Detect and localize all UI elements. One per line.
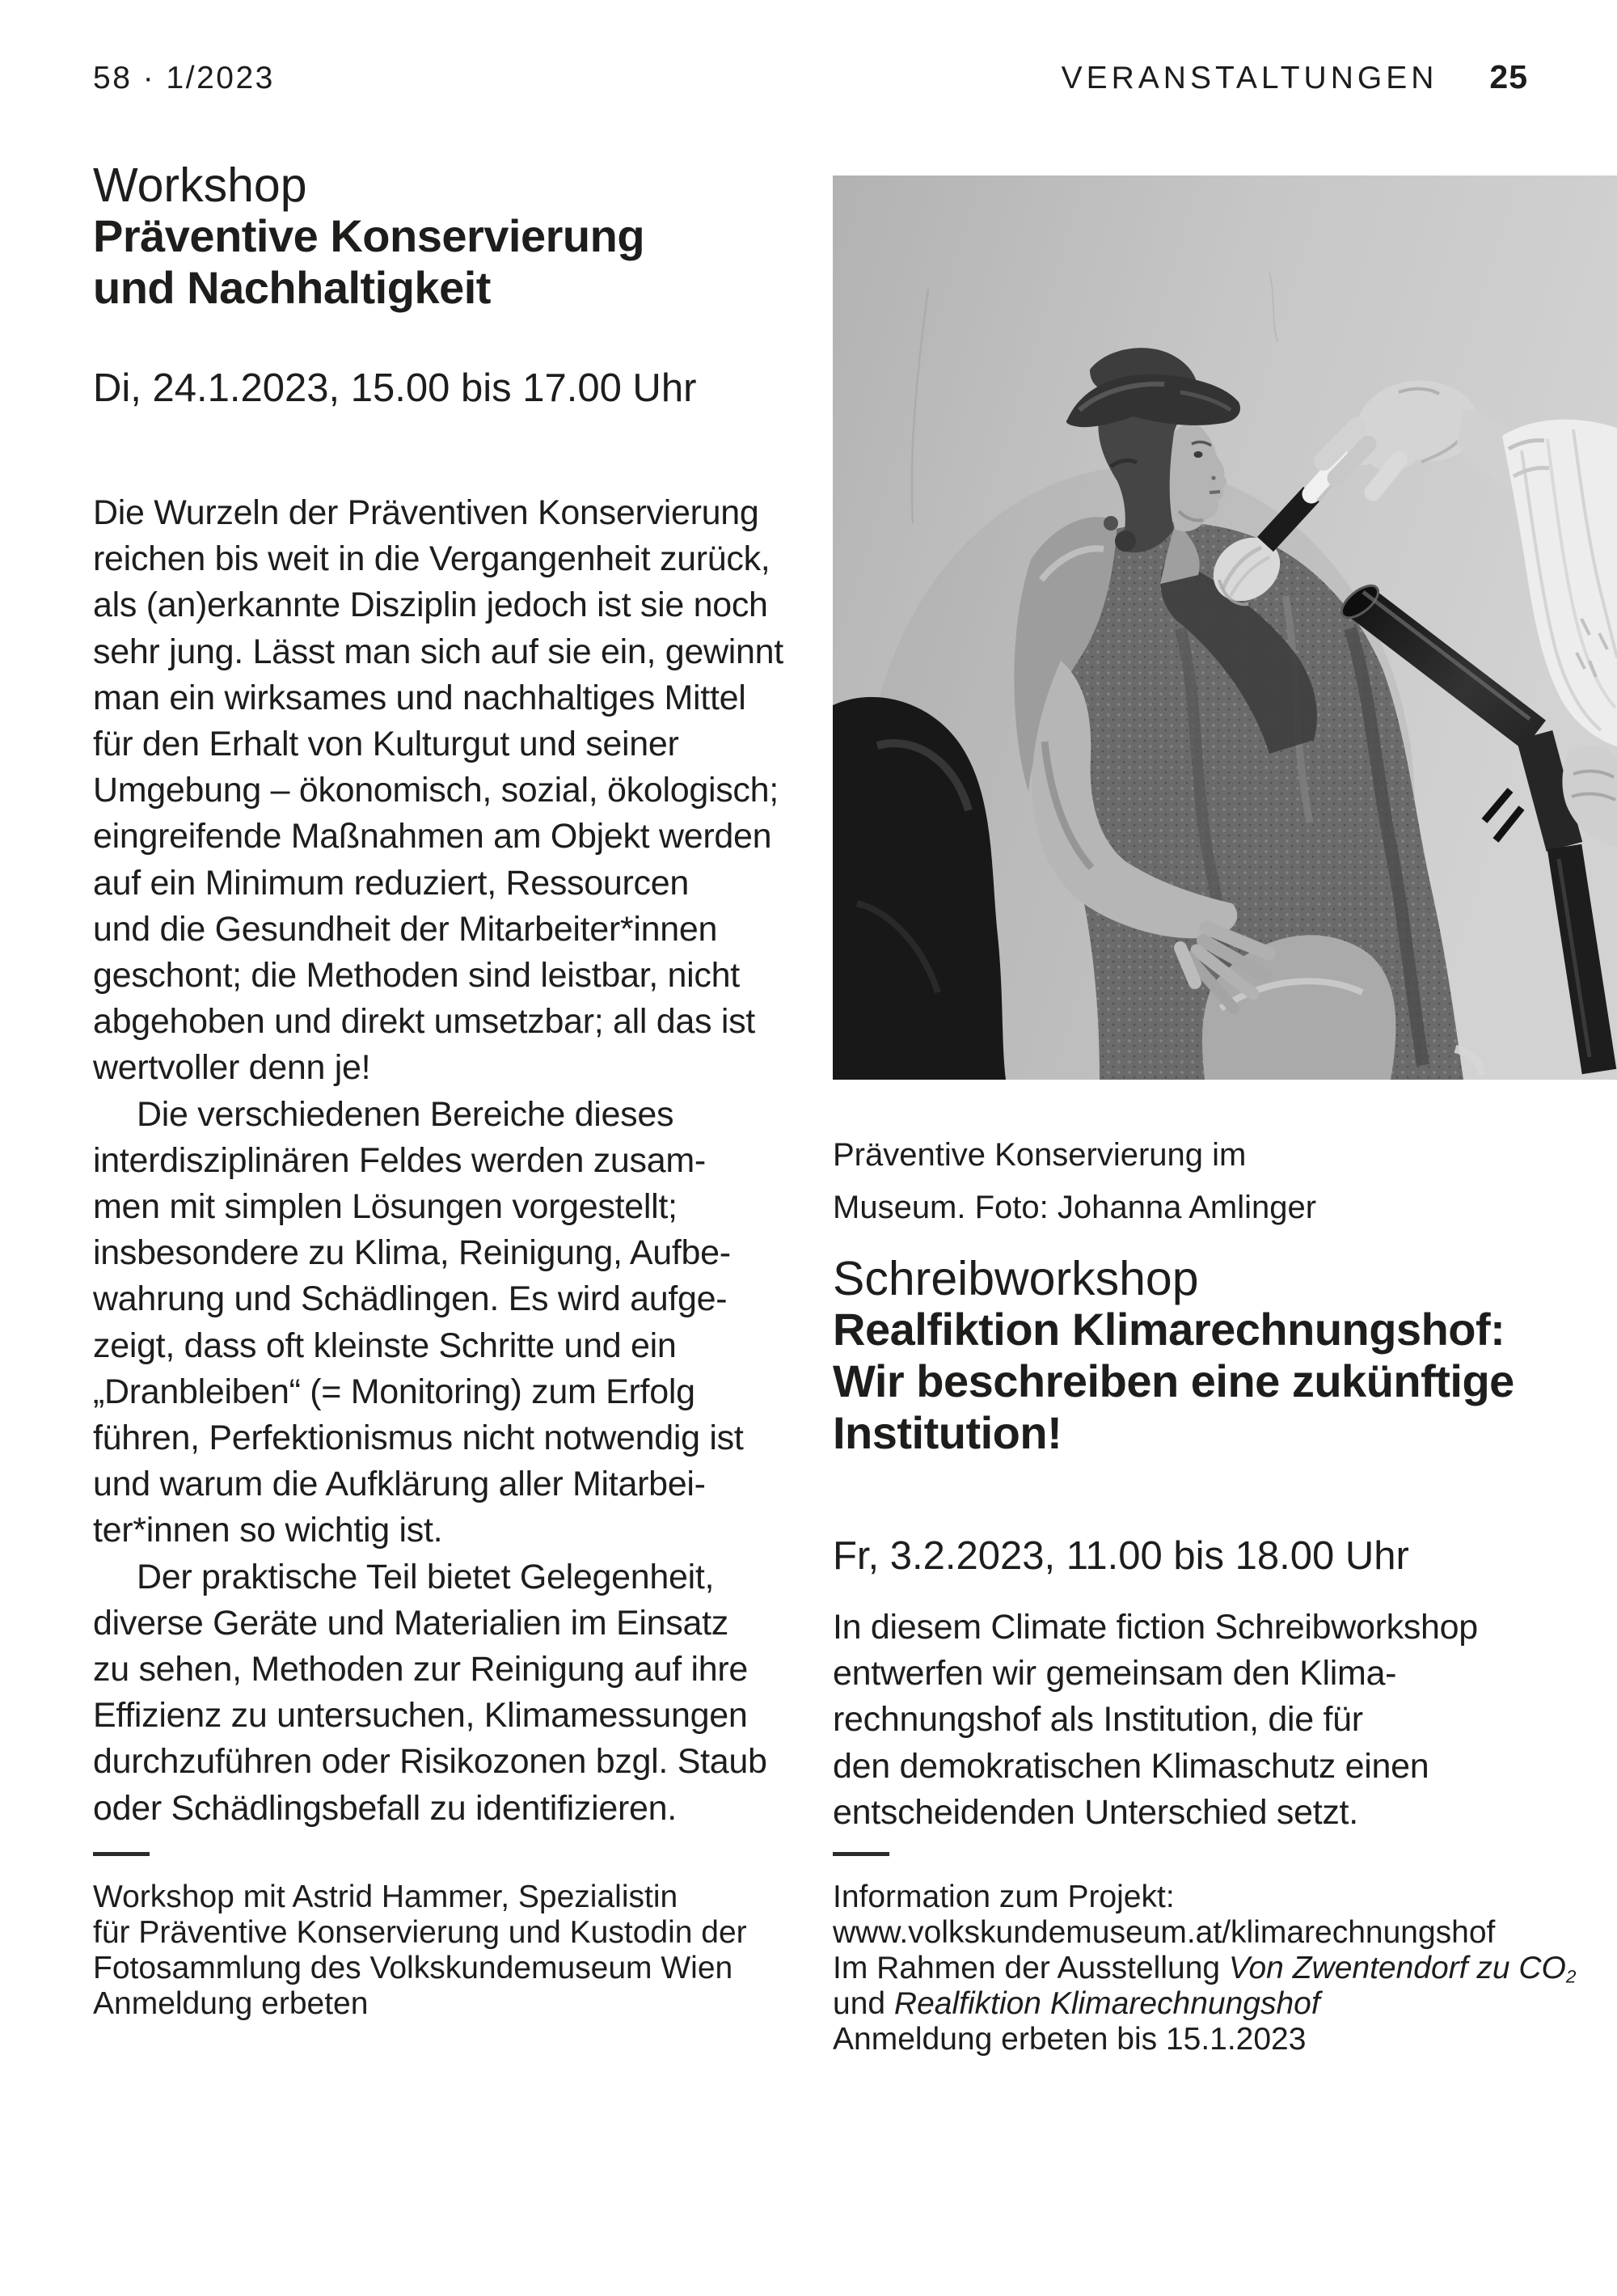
text-line: Institution! bbox=[833, 1407, 1062, 1458]
text-line: geschont; die Methoden sind leistbar, nicht bbox=[93, 956, 740, 996]
text-line: und Realfiktion Klimarechnungshof bbox=[833, 1986, 1320, 2021]
right-footnote-rule bbox=[833, 1852, 889, 1856]
text-line: Im Rahmen der Ausstellung Von Zwentendorf zu $CO_2$ bbox=[833, 1951, 1577, 1987]
right-article-date: Fr, 3.2.2023, 11.00 bis 18.00 Uhr bbox=[833, 1534, 1409, 1578]
left-footnote-rule bbox=[93, 1852, 150, 1856]
text-line: Der praktische Teil bietet Gelegenheit, bbox=[137, 1557, 715, 1596]
text-line: den demokratischen Klimaschutz einen bbox=[833, 1746, 1429, 1786]
text-line: und Nachhaltigkeit bbox=[93, 262, 491, 313]
right-article-footnote bbox=[833, 1880, 1617, 2057]
left-article-title bbox=[93, 210, 644, 314]
right-article-body bbox=[833, 1605, 1617, 1836]
text-line: www.volkskundemuseum.at/klimarechnungshof bbox=[833, 1915, 1496, 1950]
text-line: und warum die Aufklärung aller Mitarbei- bbox=[93, 1465, 706, 1504]
text-line: Die Wurzeln der Präventiven Konservierung bbox=[93, 493, 759, 532]
page-header bbox=[93, 58, 1528, 96]
text-line: ter*innen so wichtig ist. bbox=[93, 1511, 443, 1550]
text-line: Anmeldung erbeten bbox=[93, 1986, 369, 2021]
left-article-footnote bbox=[93, 1880, 821, 2022]
article-photo bbox=[833, 175, 1617, 1080]
header-right bbox=[1062, 58, 1528, 96]
left-article-date: Di, 24.1.2023, 15.00 bis 17.00 Uhr bbox=[93, 366, 697, 410]
left-article-kicker: Workshop bbox=[93, 159, 307, 212]
text-line: Realfiktion Klimarechnungshof: bbox=[833, 1304, 1505, 1355]
section-title: VERANSTALTUNGEN bbox=[1061, 61, 1438, 95]
text-line: rechnungshof als Institution, die für bbox=[833, 1700, 1363, 1740]
text-line: interdisziplinären Feldes werden zusam- bbox=[93, 1140, 706, 1180]
page-number: 25 bbox=[1489, 58, 1528, 95]
text-line: sehr jung. Lässt man sich auf sie ein, gewinnt bbox=[93, 632, 783, 671]
text-line: führen, Perfektionismus nicht notwendig ist bbox=[93, 1419, 744, 1458]
text-line: wertvoller denn je! bbox=[93, 1048, 371, 1088]
issue-number: 58 · 1/2023 bbox=[93, 61, 275, 95]
text-line: Information zum Projekt: bbox=[833, 1880, 1175, 1914]
right-article-kicker: Schreibworkshop bbox=[833, 1252, 1199, 1305]
text-line: Museum. Foto: Johanna Amlinger bbox=[833, 1190, 1317, 1225]
text-line: zeigt, dass oft kleinste Schritte und ein bbox=[93, 1326, 677, 1365]
text-line: entscheidenden Unterschied setzt. bbox=[833, 1792, 1358, 1832]
text-line: Anmeldung erbeten bis 15.1.2023 bbox=[833, 2022, 1307, 2057]
text-line: reichen bis weit in die Vergangenheit zurück, bbox=[93, 539, 771, 579]
text-line: Fotosammlung des Volkskundemuseum Wien bbox=[93, 1951, 733, 1985]
text-line: Umgebung – ökonomisch, sozial, ökologisch; bbox=[93, 771, 779, 810]
text-line: Präventive Konservierung im bbox=[833, 1137, 1247, 1173]
text-line: Die verschiedenen Bereiche dieses bbox=[137, 1094, 674, 1134]
text-line: durchzuführen oder Risikozonen bzgl. Staub bbox=[93, 1742, 767, 1782]
text-line: zu sehen, Methoden zur Reinigung auf ihre bbox=[93, 1650, 749, 1689]
text-line: für den Erhalt von Kulturgut und seiner bbox=[93, 725, 679, 764]
text-line: abgehoben und direkt umsetzbar; all das ist bbox=[93, 1002, 755, 1042]
conservation-photo-illustration bbox=[833, 175, 1617, 1080]
left-article-body bbox=[93, 490, 821, 1832]
text-line: wahrung und Schädlingen. Es wird aufge- bbox=[93, 1279, 728, 1319]
text-line: men mit simplen Lösungen vorgestellt; bbox=[93, 1187, 678, 1227]
text-line: Präventive Konservierung bbox=[93, 210, 645, 261]
text-line: eingreifende Maßnahmen am Objekt werden bbox=[93, 817, 772, 856]
text-line: als (an)erkannte Disziplin jedoch ist sie noch bbox=[93, 586, 768, 625]
text-line: für Präventive Konservierung und Kustodin der bbox=[93, 1915, 747, 1950]
photo-caption bbox=[833, 1129, 1316, 1234]
text-line: Wir beschreiben eine zukünftige bbox=[833, 1355, 1514, 1406]
text-line: insbesondere zu Klima, Reinigung, Aufbe- bbox=[93, 1233, 731, 1273]
text-line: Workshop mit Astrid Hammer, Spezialistin bbox=[93, 1880, 678, 1914]
text-line: und die Gesundheit der Mitarbeiter*innen bbox=[93, 909, 718, 949]
text-line: „Dranbleiben“ (= Monitoring) zum Erfolg bbox=[93, 1372, 695, 1411]
text-line: man ein wirksames und nachhaltiges Mittel bbox=[93, 678, 746, 717]
text-line: oder Schädlingsbefall zu identifizieren. bbox=[93, 1788, 677, 1828]
right-article-title bbox=[833, 1304, 1514, 1459]
text-line: Effizienz zu untersuchen, Klimamessungen bbox=[93, 1696, 748, 1736]
text-line: In diesem Climate fiction Schreibworkshop bbox=[833, 1608, 1478, 1647]
text-line: auf ein Minimum reduziert, Ressourcen bbox=[93, 863, 689, 903]
text-line: diverse Geräte und Materialien im Einsatz bbox=[93, 1603, 728, 1643]
text-line: entwerfen wir gemeinsam den Klima- bbox=[833, 1654, 1397, 1693]
